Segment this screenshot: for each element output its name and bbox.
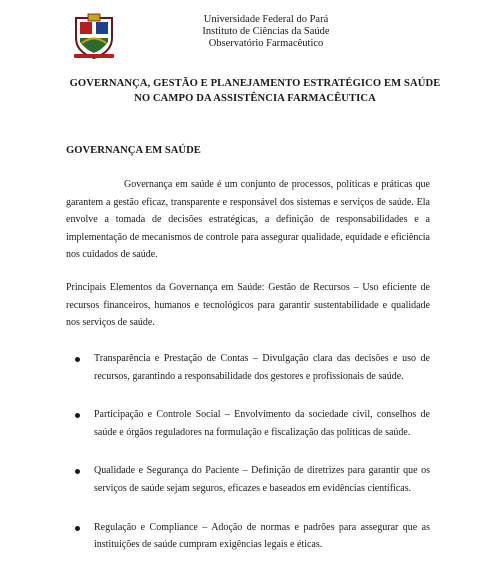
letterhead xyxy=(0,6,492,62)
institution-line-institute: Instituto de Ciências da Saúde xyxy=(202,26,330,37)
list-item-text: Participação e Controle Social – Envolvimento da sociedade civil, conselhos de saúde e órgãos reguladores na formulação e fiscalização das políticas de saúde. xyxy=(94,409,430,438)
list-item-text: Qualidade e Segurança do Paciente – Definição de diretrizes para garantir que os serviços de saúde sejam seguros, eficazes e baseados em evidências científicas. xyxy=(94,465,430,494)
elements-paragraph: Principais Elementos da Governança em Saúde: Gestão de Recursos – Uso eficiente de recursos financeiros, humanos e tecnológicos para garantir sustentabilidade e qualidade nos serviços de saúde. xyxy=(66,282,430,329)
elements-list xyxy=(66,350,430,575)
list-item xyxy=(66,462,430,497)
title-line-2: NO CAMPO DA ASSISTÊNCIA FARMACÊUTICA xyxy=(134,93,376,104)
institution-line-university: Universidade Federal do Pará xyxy=(203,14,329,25)
list-item xyxy=(66,350,430,385)
list-item-text: Transparência e Prestação de Contas – Divulgação clara das decisões e uso de recursos, garantindo a responsabilidade dos gestores e profissionais de saúde. xyxy=(94,353,430,382)
intro-paragraph: Governança em saúde é um conjunto de processos, políticas e práticas que garantem a gestão eficaz, transparente e responsável dos sistemas e serviços de saúde. Ela envolve a tomada de decisões estratégicas, a definição de responsabilidades e a implementação de mecanismos de controle para assegurar qualidade, equidade e eficiência nos cuidados de saúde. xyxy=(66,179,430,261)
bullet-icon xyxy=(75,469,80,474)
list-item-text: Regulação e Compliance – Adoção de normas e padrões para assegurar que as instituições de saúde cumpram exigências legais e éticas. xyxy=(94,521,430,551)
bullet-icon xyxy=(75,526,80,531)
list-item xyxy=(66,406,430,441)
bullet-icon xyxy=(75,357,80,362)
bullet-icon xyxy=(75,413,80,418)
section-heading: GOVERNANÇA EM SAÚDE xyxy=(66,145,201,156)
list-item xyxy=(66,519,430,554)
title-line-1: GOVERNANÇA, GESTÃO E PLANEJAMENTO ESTRATÉGICO EM SAÚDE xyxy=(69,78,441,89)
document-title xyxy=(40,76,470,106)
institution-line-observatory: Observatório Farmacêutico xyxy=(208,38,324,49)
institution-name-block xyxy=(0,14,492,50)
